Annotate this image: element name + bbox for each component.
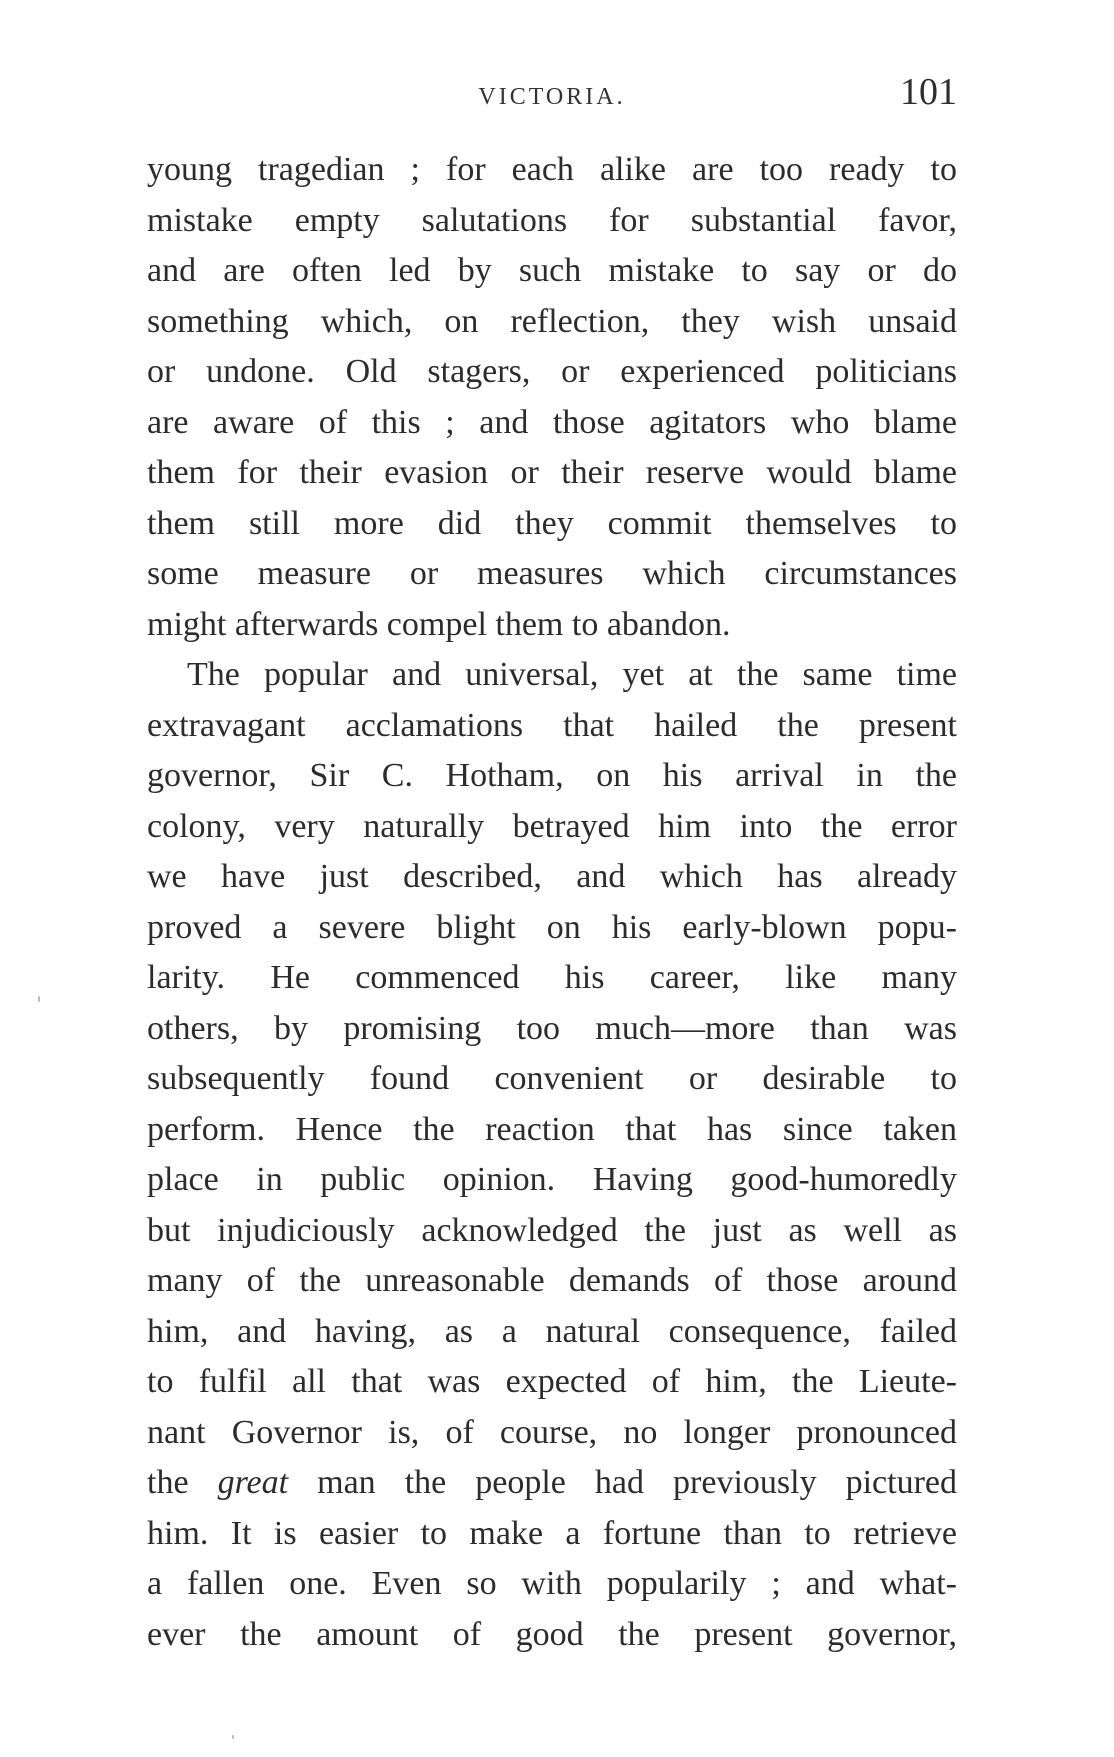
text-line: subsequently found convenient or desirable to — [147, 1060, 957, 1097]
text-line: him, and having, as a natural consequence, failed — [147, 1312, 957, 1350]
text-line: to fulfil all that was expected of him, the Lieute- — [147, 1363, 957, 1400]
text-line: place in public opinion. Having good-humoredly — [147, 1161, 957, 1198]
text-line: many of the unreasonable demands of those around — [147, 1262, 957, 1299]
paragraph-1 — [147, 145, 957, 650]
text-line: ever the amount of good the present governor, — [147, 1615, 957, 1653]
text-line: others, by promising too much—more than was — [147, 1009, 957, 1047]
text-line: some measure or measures which circumstances — [147, 555, 957, 592]
text-line: extravagant acclamations that hailed the present — [147, 706, 957, 744]
text-line: colony, very naturally betrayed him into the error — [147, 807, 957, 845]
paper-speck — [232, 1735, 234, 1739]
text-line: or undone. Old stagers, or experienced politicians — [147, 353, 957, 390]
text-line: nant Governor is, of course, no longer pronounced — [147, 1413, 957, 1451]
text-line: a fallen one. Even so with popularily ; and what- — [147, 1565, 957, 1602]
running-title: VICTORIA. — [478, 84, 626, 110]
text-line: are aware of this ; and those agitators who blame — [147, 403, 957, 441]
body-text — [147, 145, 957, 1660]
text-line: we have just described, and which has already — [147, 858, 957, 895]
running-head — [147, 70, 957, 120]
text-line: and are often led by such mistake to say or do — [147, 252, 957, 289]
text-line: larity. He commenced his career, like many — [147, 959, 957, 996]
text-line: him. It is easier to make a fortune than to retrieve — [147, 1514, 957, 1552]
text-line: young tragedian ; for each alike are too ready to — [147, 151, 957, 188]
text-line: them still more did they commit themselves to — [147, 504, 957, 542]
text-line: but injudiciously acknowledged the just as well as — [147, 1211, 957, 1249]
text-line: something which, on reflection, they wish unsaid — [147, 302, 957, 340]
paper-speck — [38, 996, 40, 1002]
text-line: governor, Sir C. Hotham, on his arrival in the — [147, 757, 957, 794]
text-line: proved a severe blight on his early-blown popu- — [147, 908, 957, 946]
italic-word: great — [217, 1464, 289, 1501]
page-number: 101 — [900, 71, 957, 113]
text-line-with-italic — [147, 1458, 957, 1509]
text-line: mistake empty salutations for substantial favor, — [147, 201, 957, 239]
text-segment: the — [147, 1464, 218, 1501]
text-line: perform. Hence the reaction that has since taken — [147, 1110, 957, 1148]
text-line: might afterwards compel them to abandon. — [147, 605, 731, 643]
text-line: The popular and universal, yet at the same time — [187, 656, 957, 693]
text-line: them for their evasion or their reserve would blame — [147, 454, 957, 491]
paragraph-2 — [147, 650, 957, 1660]
text-segment: man the people had previously pictured — [288, 1464, 957, 1501]
